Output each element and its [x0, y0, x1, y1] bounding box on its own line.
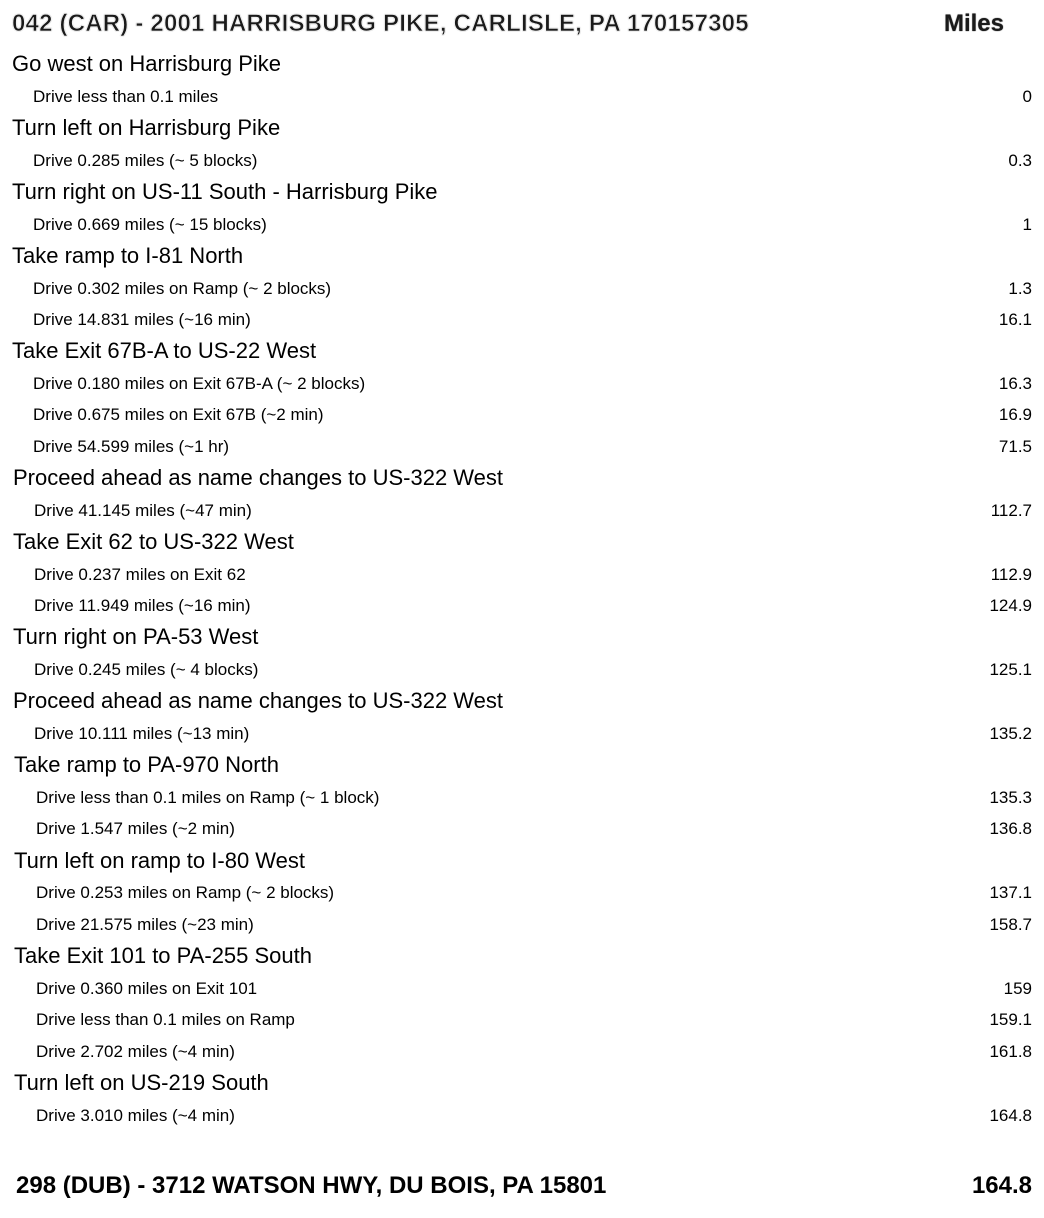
drive-segment-text: Drive 0.245 miles (~ 4 blocks) [34, 660, 259, 680]
drive-segment-text: Drive 3.010 miles (~4 min) [36, 1105, 235, 1125]
drive-segment-text: Drive 2.702 miles (~4 min) [36, 1041, 235, 1061]
drive-segment-text: Drive 1.547 miles (~2 min) [36, 819, 235, 839]
cumulative-miles: 135.2 [989, 724, 1032, 744]
drive-segment-text: Drive 0.675 miles on Exit 67B (~2 min) [33, 405, 324, 425]
drive-segment-text: Drive less than 0.1 miles [33, 86, 219, 106]
drive-segment-row [0, 304, 1044, 335]
drive-segment-row [0, 877, 1044, 908]
cumulative-miles: 161.8 [989, 1041, 1032, 1061]
drive-segment-row [0, 590, 1044, 621]
drive-segment-row [0, 909, 1044, 940]
drive-segment-text: Drive 0.237 miles on Exit 62 [34, 564, 246, 584]
cumulative-miles: 71.5 [998, 436, 1032, 456]
origin-title: 042 (CAR) - 2001 HARRISBURG PIKE, CARLISLE, PA 170157305 [12, 10, 749, 37]
direction-instruction: Take Exit 67B-A to US-22 West [12, 338, 317, 364]
drive-segment-row [0, 495, 1044, 526]
drive-segment-row [0, 399, 1044, 430]
cumulative-miles: 158.7 [989, 914, 1032, 934]
drive-segment-text: Drive 0.669 miles (~ 15 blocks) [33, 214, 267, 234]
cumulative-miles: 0 [1022, 86, 1032, 106]
drive-segment-row [0, 145, 1044, 176]
drive-segment-text: Drive 21.575 miles (~23 min) [36, 914, 254, 934]
destination-row [0, 1172, 1044, 1212]
drive-segment-row [0, 782, 1044, 813]
drive-segment-text: Drive 41.145 miles (~47 min) [34, 500, 252, 520]
drive-segment-row [0, 559, 1044, 590]
direction-instruction: Take ramp to PA-970 North [14, 752, 279, 778]
cumulative-miles: 135.3 [989, 788, 1032, 808]
drive-segment-row [0, 431, 1044, 462]
cumulative-miles: 136.8 [989, 819, 1032, 839]
cumulative-miles: 1 [1022, 214, 1032, 234]
cumulative-miles: 159.1 [989, 1010, 1032, 1030]
drive-segment-text: Drive less than 0.1 miles on Ramp [36, 1010, 295, 1030]
drive-segment-text: Drive 0.285 miles (~ 5 blocks) [33, 150, 258, 170]
drive-segment-text: Drive less than 0.1 miles on Ramp (~ 1 block) [36, 788, 380, 808]
direction-instruction: Take ramp to I-81 North [12, 242, 244, 268]
direction-instruction: Go west on Harrisburg Pike [12, 51, 281, 76]
destination-title: 298 (DUB) - 3712 WATSON HWY, DU BOIS, PA 15801 [16, 1172, 607, 1199]
total-miles: 164.8 [971, 1172, 1032, 1199]
drive-segment-row [0, 718, 1044, 749]
cumulative-miles: 125.1 [989, 660, 1032, 680]
cumulative-miles: 159 [1003, 978, 1032, 998]
drive-segment-row [0, 654, 1044, 685]
drive-segment-text: Drive 0.253 miles on Ramp (~ 2 blocks) [36, 883, 335, 903]
direction-instruction: Turn left on US-219 South [14, 1069, 269, 1095]
cumulative-miles: 0.3 [1008, 150, 1032, 170]
directions-list [0, 48, 1044, 1131]
drive-segment-row [0, 973, 1044, 1004]
direction-instruction: Turn left on ramp to I-80 West [14, 847, 306, 873]
drive-segment-row [0, 209, 1044, 240]
drive-segment-text: Drive 0.360 miles on Exit 101 [36, 978, 258, 998]
cumulative-miles: 112.9 [990, 564, 1032, 584]
drive-segment-row [0, 1036, 1044, 1067]
drive-segment-row [0, 273, 1044, 304]
drive-segment-row [0, 368, 1044, 399]
drive-segment-row [0, 813, 1044, 844]
drive-segment-row [0, 1100, 1044, 1131]
header-row [10, 10, 1034, 44]
drive-segment-text: Drive 0.302 miles on Ramp (~ 2 blocks) [33, 278, 332, 298]
direction-instruction: Turn right on PA-53 West [13, 624, 259, 650]
direction-instruction: Take Exit 62 to US-322 West [13, 529, 294, 555]
cumulative-miles: 164.8 [989, 1105, 1032, 1125]
cumulative-miles: 1.3 [1008, 278, 1032, 298]
cumulative-miles: 137.1 [989, 883, 1032, 903]
direction-instruction: Proceed ahead as name changes to US-322 West [13, 688, 504, 714]
direction-instruction: Turn left on Harrisburg Pike [12, 114, 281, 140]
cumulative-miles: 112.7 [990, 500, 1032, 520]
direction-instruction: Take Exit 101 to PA-255 South [14, 943, 312, 969]
drive-segment-row [0, 1004, 1044, 1035]
direction-instruction: Turn right on US-11 South - Harrisburg Pike [12, 178, 438, 204]
cumulative-miles: 124.9 [989, 596, 1032, 616]
drive-segment-text: Drive 54.599 miles (~1 hr) [33, 436, 230, 456]
cumulative-miles: 16.9 [998, 405, 1032, 425]
direction-instruction: Proceed ahead as name changes to US-322 West [13, 465, 504, 491]
miles-column-header: Miles [943, 10, 1004, 37]
drive-segment-text: Drive 14.831 miles (~16 min) [33, 309, 251, 329]
drive-segment-row [0, 81, 1044, 112]
cumulative-miles: 16.1 [998, 309, 1032, 329]
drive-segment-text: Drive 0.180 miles on Exit 67B-A (~ 2 blocks) [33, 373, 366, 393]
drive-segment-text: Drive 11.949 miles (~16 min) [34, 596, 251, 616]
cumulative-miles: 16.3 [998, 373, 1032, 393]
drive-segment-text: Drive 10.111 miles (~13 min) [34, 724, 250, 744]
